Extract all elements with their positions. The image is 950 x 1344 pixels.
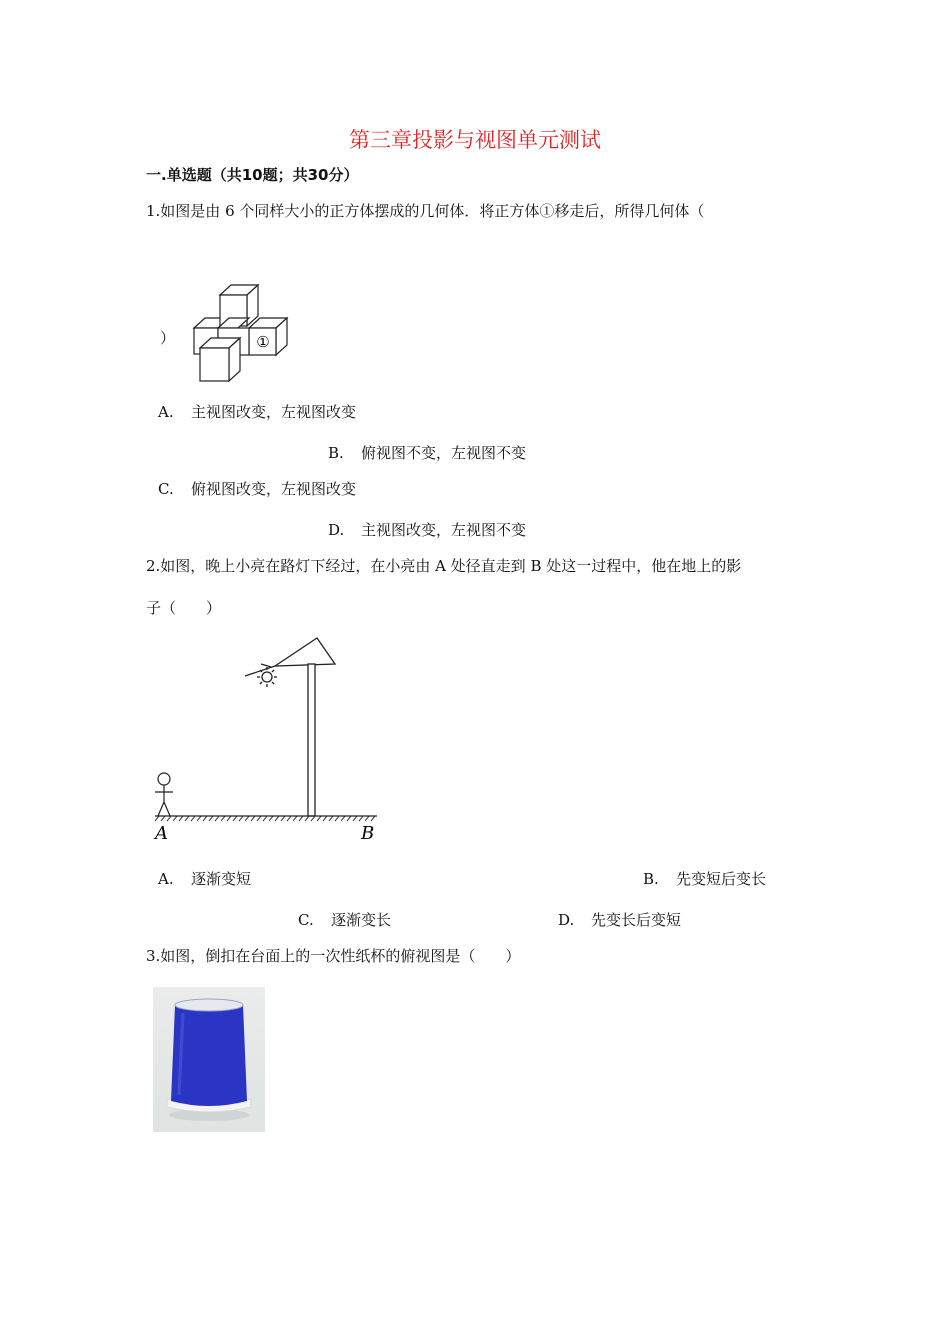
option-text: 先变短后变长 (676, 870, 767, 888)
point-b-label: B (361, 823, 375, 844)
street-lamp-figure (145, 630, 385, 845)
question-1-close-paren: ） (160, 329, 176, 347)
cube-marker-label: ① (256, 333, 270, 351)
q2-option-b[interactable] (643, 868, 766, 889)
option-text: 俯视图改变，左视图改变 (191, 480, 357, 498)
option-text: 主视图改变，左视图改变 (191, 403, 357, 421)
option-label: B. (643, 870, 659, 888)
q1-option-a[interactable] (158, 401, 356, 422)
page-title: 第三章投影与视图单元测试 (349, 128, 601, 152)
option-text: 俯视图不变，左视图不变 (361, 444, 527, 462)
option-label: C. (158, 480, 174, 498)
cube-figure (185, 282, 295, 387)
question-2-text: 2.如图，晚上小亮在路灯下经过，在小亮由 A 处径直走到 B 处这一过程中，他在地上的影 (146, 557, 742, 575)
question-2-text-cont: 子（ ） (146, 599, 222, 617)
option-label: C. (298, 911, 314, 929)
option-label: D. (328, 521, 345, 539)
question-3-text: 3.如图，倒扣在台面上的一次性纸杯的俯视图是（ ） (146, 947, 521, 965)
option-label: A. (158, 870, 174, 888)
option-text: 逐渐变短 (191, 870, 252, 888)
option-label: B. (328, 444, 344, 462)
question-1-text: 1.如图是由 6 个同样大小的正方体摆成的几何体．将正方体①移走后，所得几何体（ (146, 202, 705, 220)
q1-option-d[interactable] (328, 519, 526, 540)
option-text: 先变长后变短 (591, 911, 682, 929)
point-a-label: A (155, 823, 168, 844)
option-label: A. (158, 403, 174, 421)
q2-option-a[interactable] (158, 868, 251, 889)
section-heading: 一.单选题（共10题；共30分） (146, 166, 359, 184)
option-text: 主视图改变，左视图不变 (361, 521, 527, 539)
q1-option-c[interactable] (158, 478, 356, 499)
q2-option-c[interactable] (298, 909, 391, 930)
paper-cup-photo (153, 987, 265, 1132)
option-text: 逐渐变长 (331, 911, 392, 929)
q1-option-b[interactable] (328, 442, 526, 463)
option-label: D. (558, 911, 575, 929)
q2-option-d[interactable] (558, 909, 681, 930)
person-icon (155, 773, 173, 816)
